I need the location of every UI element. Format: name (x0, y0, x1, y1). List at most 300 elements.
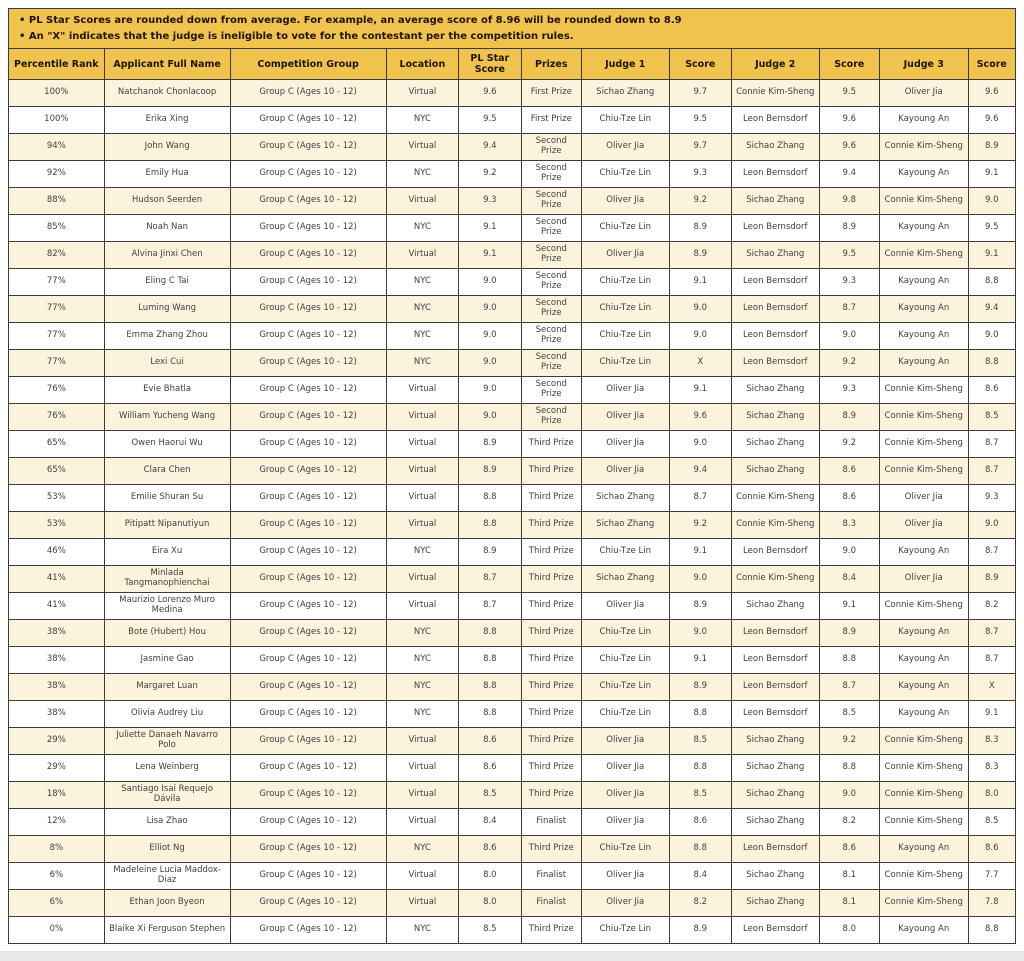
cell-prizes: Third Prize (521, 836, 581, 863)
notes-banner-row (9, 9, 1016, 49)
cell-judge-2: Leon Bernsdorf (731, 296, 819, 323)
column-header-prizes: Prizes (521, 49, 581, 80)
cell-judge-2: Connie Kim-Sheng (731, 566, 819, 593)
cell-location: Virtual (386, 728, 459, 755)
cell-competition-group: Group C (Ages 10 - 12) (230, 188, 386, 215)
cell-applicant-full-name: Hudson Seerden (104, 188, 230, 215)
cell-pl-star-score: 8.8 (459, 674, 521, 701)
cell-competition-group: Group C (Ages 10 - 12) (230, 80, 386, 107)
cell-judge-2: Leon Bernsdorf (731, 917, 819, 944)
cell-competition-group: Group C (Ages 10 - 12) (230, 917, 386, 944)
cell-judge-2: Leon Bernsdorf (731, 107, 819, 134)
cell-judge-1-score: 9.2 (669, 512, 731, 539)
cell-applicant-full-name: Owen Haorui Wu (104, 431, 230, 458)
cell-judge-3-score: 7.8 (968, 890, 1015, 917)
cell-judge-2: Leon Bernsdorf (731, 620, 819, 647)
cell-judge-2: Sichao Zhang (731, 593, 819, 620)
table-row (9, 674, 1016, 701)
cell-judge-1-score: X (669, 350, 731, 377)
cell-percentile-rank: 41% (9, 566, 105, 593)
cell-applicant-full-name: Juliette Danaeh Navarro Polo (104, 728, 230, 755)
column-header-competition-group: Competition Group (230, 49, 386, 80)
column-header-judge-2: Judge 2 (731, 49, 819, 80)
cell-prizes: Finalist (521, 890, 581, 917)
cell-judge-1: Chiu-Tze Lin (581, 107, 669, 134)
cell-pl-star-score: 9.4 (459, 134, 521, 161)
cell-competition-group: Group C (Ages 10 - 12) (230, 458, 386, 485)
cell-judge-3: Connie Kim-Sheng (879, 188, 968, 215)
cell-judge-1: Oliver Jia (581, 863, 669, 890)
cell-prizes: Third Prize (521, 512, 581, 539)
notes-banner (9, 9, 1016, 49)
table-row (9, 836, 1016, 863)
cell-judge-1: Oliver Jia (581, 404, 669, 431)
cell-percentile-rank: 88% (9, 188, 105, 215)
cell-applicant-full-name: Evie Bhatla (104, 377, 230, 404)
cell-judge-1-score: 8.7 (669, 485, 731, 512)
cell-judge-2-score: 9.2 (819, 350, 879, 377)
cell-judge-2-score: 9.0 (819, 539, 879, 566)
cell-pl-star-score: 8.5 (459, 917, 521, 944)
cell-judge-1: Chiu-Tze Lin (581, 647, 669, 674)
table-row (9, 593, 1016, 620)
page-bottom-strip (0, 951, 1024, 961)
cell-percentile-rank: 38% (9, 620, 105, 647)
cell-pl-star-score: 9.0 (459, 323, 521, 350)
cell-location: NYC (386, 647, 459, 674)
cell-judge-2-score: 9.8 (819, 188, 879, 215)
cell-percentile-rank: 38% (9, 701, 105, 728)
cell-judge-1: Oliver Jia (581, 242, 669, 269)
cell-judge-2: Leon Bernsdorf (731, 647, 819, 674)
cell-location: NYC (386, 539, 459, 566)
cell-percentile-rank: 77% (9, 323, 105, 350)
cell-judge-2-score: 9.1 (819, 593, 879, 620)
cell-judge-3: Oliver Jia (879, 566, 968, 593)
cell-judge-3: Connie Kim-Sheng (879, 242, 968, 269)
cell-judge-1-score: 8.4 (669, 863, 731, 890)
cell-judge-2-score: 8.6 (819, 458, 879, 485)
cell-prizes: Second Prize (521, 269, 581, 296)
cell-pl-star-score: 9.0 (459, 350, 521, 377)
cell-judge-3-score: 8.7 (968, 458, 1015, 485)
cell-judge-3-score: 8.7 (968, 620, 1015, 647)
table-row (9, 458, 1016, 485)
cell-prizes: Third Prize (521, 458, 581, 485)
table-row (9, 350, 1016, 377)
cell-prizes: Third Prize (521, 647, 581, 674)
cell-prizes: Second Prize (521, 377, 581, 404)
cell-judge-3-score: 8.2 (968, 593, 1015, 620)
cell-judge-3-score: 8.0 (968, 782, 1015, 809)
table-row (9, 728, 1016, 755)
column-header-percentile-rank: Percentile Rank (9, 49, 105, 80)
cell-prizes: Third Prize (521, 917, 581, 944)
cell-judge-3: Kayoung An (879, 539, 968, 566)
table-row (9, 377, 1016, 404)
cell-judge-2-score: 8.8 (819, 755, 879, 782)
cell-applicant-full-name: Natchanok Chonlacoop (104, 80, 230, 107)
cell-pl-star-score: 8.8 (459, 701, 521, 728)
cell-location: Virtual (386, 485, 459, 512)
cell-judge-2: Sichao Zhang (731, 458, 819, 485)
cell-location: Virtual (386, 134, 459, 161)
cell-location: Virtual (386, 431, 459, 458)
cell-prizes: Second Prize (521, 215, 581, 242)
cell-judge-3-score: 9.4 (968, 296, 1015, 323)
cell-judge-1-score: 9.0 (669, 566, 731, 593)
cell-judge-3-score: 9.0 (968, 512, 1015, 539)
cell-location: Virtual (386, 593, 459, 620)
cell-judge-1-score: 9.1 (669, 539, 731, 566)
cell-judge-2: Leon Bernsdorf (731, 269, 819, 296)
cell-judge-1: Sichao Zhang (581, 512, 669, 539)
cell-percentile-rank: 29% (9, 755, 105, 782)
cell-judge-3-score: 8.3 (968, 755, 1015, 782)
table-row (9, 620, 1016, 647)
cell-judge-3: Kayoung An (879, 215, 968, 242)
cell-competition-group: Group C (Ages 10 - 12) (230, 836, 386, 863)
cell-competition-group: Group C (Ages 10 - 12) (230, 755, 386, 782)
cell-judge-1-score: 8.2 (669, 890, 731, 917)
cell-judge-1: Chiu-Tze Lin (581, 323, 669, 350)
table-row (9, 782, 1016, 809)
cell-prizes: Third Prize (521, 593, 581, 620)
cell-location: Virtual (386, 188, 459, 215)
cell-judge-1-score: 9.0 (669, 323, 731, 350)
cell-applicant-full-name: Jasmine Gao (104, 647, 230, 674)
cell-judge-3-score: 8.7 (968, 539, 1015, 566)
cell-percentile-rank: 6% (9, 863, 105, 890)
cell-competition-group: Group C (Ages 10 - 12) (230, 323, 386, 350)
cell-pl-star-score: 9.0 (459, 404, 521, 431)
cell-pl-star-score: 8.8 (459, 485, 521, 512)
cell-judge-1: Oliver Jia (581, 458, 669, 485)
cell-applicant-full-name: Luming Wang (104, 296, 230, 323)
cell-percentile-rank: 6% (9, 890, 105, 917)
cell-judge-3-score: 8.8 (968, 350, 1015, 377)
cell-judge-2-score: 8.9 (819, 404, 879, 431)
cell-judge-3: Oliver Jia (879, 485, 968, 512)
cell-judge-1: Oliver Jia (581, 755, 669, 782)
cell-competition-group: Group C (Ages 10 - 12) (230, 161, 386, 188)
cell-judge-3: Connie Kim-Sheng (879, 782, 968, 809)
cell-percentile-rank: 53% (9, 512, 105, 539)
cell-judge-3-score: 8.3 (968, 728, 1015, 755)
cell-judge-1-score: 8.9 (669, 242, 731, 269)
cell-location: Virtual (386, 377, 459, 404)
cell-judge-2: Leon Bernsdorf (731, 215, 819, 242)
cell-location: Virtual (386, 755, 459, 782)
cell-competition-group: Group C (Ages 10 - 12) (230, 701, 386, 728)
cell-applicant-full-name: Margaret Luan (104, 674, 230, 701)
cell-location: Virtual (386, 404, 459, 431)
cell-competition-group: Group C (Ages 10 - 12) (230, 107, 386, 134)
table-row (9, 134, 1016, 161)
cell-judge-3: Connie Kim-Sheng (879, 809, 968, 836)
cell-location: Virtual (386, 458, 459, 485)
cell-prizes: Third Prize (521, 755, 581, 782)
cell-judge-3-score: 9.1 (968, 701, 1015, 728)
cell-judge-1-score: 9.1 (669, 377, 731, 404)
cell-judge-1: Oliver Jia (581, 593, 669, 620)
cell-prizes: First Prize (521, 80, 581, 107)
cell-judge-2: Leon Bernsdorf (731, 674, 819, 701)
cell-judge-1: Chiu-Tze Lin (581, 701, 669, 728)
cell-judge-2: Sichao Zhang (731, 728, 819, 755)
cell-judge-1-score: 8.9 (669, 674, 731, 701)
cell-judge-2: Sichao Zhang (731, 755, 819, 782)
cell-judge-1: Chiu-Tze Lin (581, 215, 669, 242)
cell-competition-group: Group C (Ages 10 - 12) (230, 593, 386, 620)
table-row (9, 890, 1016, 917)
cell-judge-1-score: 8.9 (669, 917, 731, 944)
column-header-judge-2-score: Score (819, 49, 879, 80)
cell-location: Virtual (386, 80, 459, 107)
cell-judge-2-score: 9.2 (819, 728, 879, 755)
cell-judge-3: Kayoung An (879, 323, 968, 350)
cell-judge-2: Sichao Zhang (731, 377, 819, 404)
cell-judge-2: Connie Kim-Sheng (731, 80, 819, 107)
cell-location: Virtual (386, 242, 459, 269)
cell-pl-star-score: 9.0 (459, 296, 521, 323)
cell-percentile-rank: 100% (9, 80, 105, 107)
cell-prizes: Third Prize (521, 701, 581, 728)
cell-pl-star-score: 8.0 (459, 890, 521, 917)
cell-competition-group: Group C (Ages 10 - 12) (230, 863, 386, 890)
cell-percentile-rank: 38% (9, 674, 105, 701)
cell-judge-1-score: 8.9 (669, 593, 731, 620)
cell-judge-3-score: 8.6 (968, 836, 1015, 863)
cell-applicant-full-name: Maurizio Lorenzo Muro Medina (104, 593, 230, 620)
cell-percentile-rank: 38% (9, 647, 105, 674)
cell-applicant-full-name: Olivia Audrey Liu (104, 701, 230, 728)
table-row (9, 404, 1016, 431)
cell-judge-3-score: 8.8 (968, 269, 1015, 296)
cell-pl-star-score: 8.8 (459, 512, 521, 539)
cell-judge-3-score: 9.3 (968, 485, 1015, 512)
cell-location: NYC (386, 323, 459, 350)
cell-judge-2: Sichao Zhang (731, 134, 819, 161)
cell-location: NYC (386, 350, 459, 377)
cell-percentile-rank: 92% (9, 161, 105, 188)
cell-location: NYC (386, 269, 459, 296)
cell-judge-2: Sichao Zhang (731, 890, 819, 917)
cell-judge-3-score: 9.5 (968, 215, 1015, 242)
cell-judge-3: Kayoung An (879, 917, 968, 944)
cell-judge-3-score: 7.7 (968, 863, 1015, 890)
cell-applicant-full-name: Alvina Jinxi Chen (104, 242, 230, 269)
column-header-pl-star-score: PL Star Score (459, 49, 521, 80)
cell-judge-3-score: 8.7 (968, 431, 1015, 458)
cell-judge-2: Leon Bernsdorf (731, 323, 819, 350)
cell-judge-3: Kayoung An (879, 269, 968, 296)
cell-prizes: Second Prize (521, 323, 581, 350)
cell-judge-1-score: 9.0 (669, 620, 731, 647)
cell-judge-2: Sichao Zhang (731, 242, 819, 269)
cell-judge-3-score: X (968, 674, 1015, 701)
cell-prizes: Second Prize (521, 188, 581, 215)
cell-competition-group: Group C (Ages 10 - 12) (230, 377, 386, 404)
cell-judge-1: Oliver Jia (581, 890, 669, 917)
cell-location: Virtual (386, 863, 459, 890)
cell-applicant-full-name: Elliot Ng (104, 836, 230, 863)
cell-pl-star-score: 8.9 (459, 458, 521, 485)
results-table-body (9, 80, 1016, 944)
cell-prizes: Second Prize (521, 296, 581, 323)
cell-pl-star-score: 9.0 (459, 269, 521, 296)
table-row (9, 80, 1016, 107)
cell-percentile-rank: 46% (9, 539, 105, 566)
cell-percentile-rank: 0% (9, 917, 105, 944)
cell-judge-1: Sichao Zhang (581, 80, 669, 107)
cell-judge-2-score: 8.9 (819, 215, 879, 242)
cell-judge-1-score: 8.8 (669, 836, 731, 863)
cell-pl-star-score: 8.0 (459, 863, 521, 890)
cell-judge-1: Chiu-Tze Lin (581, 296, 669, 323)
cell-pl-star-score: 8.5 (459, 782, 521, 809)
table-row (9, 647, 1016, 674)
cell-judge-1-score: 8.5 (669, 782, 731, 809)
cell-judge-3-score: 9.1 (968, 242, 1015, 269)
cell-judge-1-score: 9.1 (669, 647, 731, 674)
cell-judge-2: Leon Bernsdorf (731, 161, 819, 188)
cell-applicant-full-name: Blaike Xi Ferguson Stephen (104, 917, 230, 944)
cell-judge-3-score: 9.6 (968, 80, 1015, 107)
cell-pl-star-score: 8.6 (459, 728, 521, 755)
cell-pl-star-score: 8.7 (459, 593, 521, 620)
cell-location: Virtual (386, 512, 459, 539)
table-row (9, 431, 1016, 458)
cell-prizes: Third Prize (521, 431, 581, 458)
cell-applicant-full-name: Emily Hua (104, 161, 230, 188)
table-row (9, 107, 1016, 134)
cell-prizes: Third Prize (521, 728, 581, 755)
cell-percentile-rank: 12% (9, 809, 105, 836)
cell-judge-1-score: 9.3 (669, 161, 731, 188)
cell-judge-2: Sichao Zhang (731, 782, 819, 809)
cell-competition-group: Group C (Ages 10 - 12) (230, 566, 386, 593)
cell-judge-2: Leon Bernsdorf (731, 701, 819, 728)
cell-judge-3: Kayoung An (879, 701, 968, 728)
cell-applicant-full-name: Eling C Tai (104, 269, 230, 296)
cell-location: NYC (386, 296, 459, 323)
cell-judge-1: Oliver Jia (581, 728, 669, 755)
cell-competition-group: Group C (Ages 10 - 12) (230, 782, 386, 809)
cell-applicant-full-name: Ethan Joon Byeon (104, 890, 230, 917)
table-row (9, 566, 1016, 593)
cell-competition-group: Group C (Ages 10 - 12) (230, 269, 386, 296)
cell-competition-group: Group C (Ages 10 - 12) (230, 350, 386, 377)
cell-pl-star-score: 8.6 (459, 755, 521, 782)
cell-judge-1-score: 8.8 (669, 755, 731, 782)
cell-judge-2: Connie Kim-Sheng (731, 485, 819, 512)
cell-judge-2: Connie Kim-Sheng (731, 512, 819, 539)
cell-judge-1: Oliver Jia (581, 377, 669, 404)
cell-competition-group: Group C (Ages 10 - 12) (230, 485, 386, 512)
cell-judge-3: Connie Kim-Sheng (879, 728, 968, 755)
cell-judge-2: Sichao Zhang (731, 431, 819, 458)
cell-competition-group: Group C (Ages 10 - 12) (230, 134, 386, 161)
cell-location: NYC (386, 836, 459, 863)
cell-pl-star-score: 8.7 (459, 566, 521, 593)
cell-judge-2-score: 9.6 (819, 107, 879, 134)
table-row (9, 296, 1016, 323)
cell-prizes: Finalist (521, 809, 581, 836)
cell-percentile-rank: 85% (9, 215, 105, 242)
cell-applicant-full-name: John Wang (104, 134, 230, 161)
cell-percentile-rank: 76% (9, 404, 105, 431)
cell-percentile-rank: 77% (9, 350, 105, 377)
cell-percentile-rank: 8% (9, 836, 105, 863)
note-rounding: • PL Star Scores are rounded down from average. For example, an average score of 8.96 will be rounded down to 8.9 (19, 15, 682, 26)
cell-prizes: Third Prize (521, 674, 581, 701)
note-ineligible-x: • An "X" indicates that the judge is ineligible to vote for the contestant per the competition rules. (19, 30, 574, 42)
cell-prizes: Third Prize (521, 620, 581, 647)
cell-judge-3: Connie Kim-Sheng (879, 863, 968, 890)
column-header-location: Location (386, 49, 459, 80)
cell-percentile-rank: 41% (9, 593, 105, 620)
cell-judge-1: Oliver Jia (581, 188, 669, 215)
cell-judge-1-score: 9.7 (669, 134, 731, 161)
cell-judge-2-score: 9.6 (819, 134, 879, 161)
cell-pl-star-score: 9.3 (459, 188, 521, 215)
cell-pl-star-score: 9.1 (459, 215, 521, 242)
cell-prizes: Second Prize (521, 404, 581, 431)
cell-judge-1: Chiu-Tze Lin (581, 917, 669, 944)
cell-pl-star-score: 8.8 (459, 647, 521, 674)
cell-location: NYC (386, 620, 459, 647)
table-row (9, 269, 1016, 296)
cell-percentile-rank: 65% (9, 431, 105, 458)
cell-judge-1-score: 9.6 (669, 404, 731, 431)
cell-judge-2-score: 8.1 (819, 890, 879, 917)
cell-percentile-rank: 65% (9, 458, 105, 485)
cell-judge-2-score: 8.2 (819, 809, 879, 836)
table-row (9, 215, 1016, 242)
cell-judge-1-score: 8.8 (669, 701, 731, 728)
cell-applicant-full-name: Noah Nan (104, 215, 230, 242)
cell-pl-star-score: 9.0 (459, 377, 521, 404)
cell-pl-star-score: 9.1 (459, 242, 521, 269)
cell-judge-2-score: 8.8 (819, 647, 879, 674)
cell-judge-3: Connie Kim-Sheng (879, 458, 968, 485)
cell-competition-group: Group C (Ages 10 - 12) (230, 512, 386, 539)
column-header-judge-3: Judge 3 (879, 49, 968, 80)
column-header-judge-3-score: Score (968, 49, 1015, 80)
cell-judge-1-score: 9.5 (669, 107, 731, 134)
cell-judge-3-score: 8.6 (968, 377, 1015, 404)
cell-judge-2: Leon Bernsdorf (731, 539, 819, 566)
cell-judge-2: Sichao Zhang (731, 404, 819, 431)
cell-prizes: Third Prize (521, 539, 581, 566)
cell-judge-3-score: 8.5 (968, 404, 1015, 431)
cell-judge-2: Sichao Zhang (731, 809, 819, 836)
cell-location: Virtual (386, 566, 459, 593)
cell-judge-3: Kayoung An (879, 674, 968, 701)
cell-judge-3-score: 9.0 (968, 323, 1015, 350)
cell-judge-2: Leon Bernsdorf (731, 836, 819, 863)
cell-judge-1: Chiu-Tze Lin (581, 350, 669, 377)
cell-judge-3-score: 8.5 (968, 809, 1015, 836)
cell-judge-2-score: 8.3 (819, 512, 879, 539)
cell-judge-3: Kayoung An (879, 647, 968, 674)
cell-pl-star-score: 9.6 (459, 80, 521, 107)
cell-applicant-full-name: Eira Xu (104, 539, 230, 566)
cell-judge-2-score: 8.9 (819, 620, 879, 647)
cell-prizes: First Prize (521, 107, 581, 134)
cell-prizes: Finalist (521, 863, 581, 890)
